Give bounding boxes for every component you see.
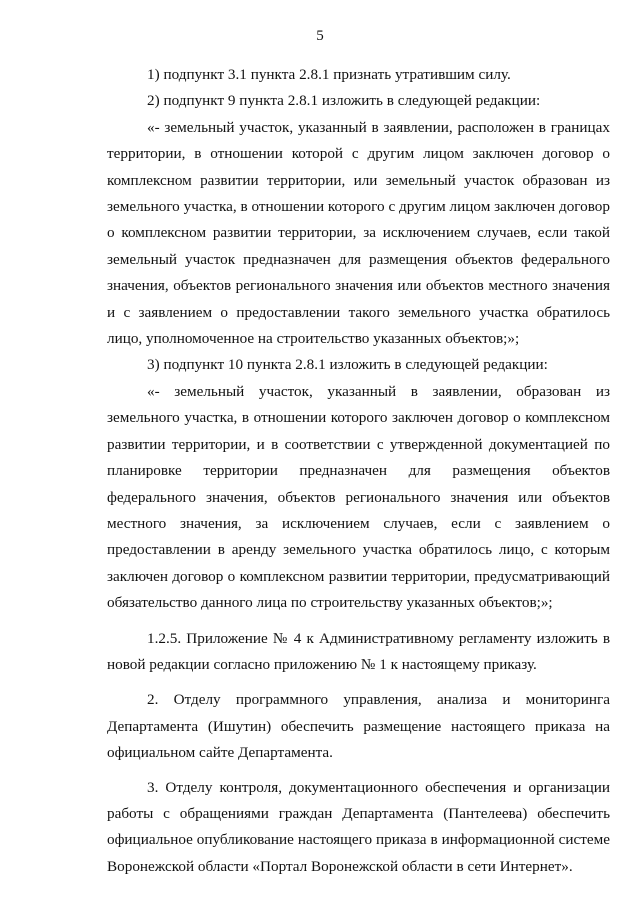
paragraph-1: 1) подпункт 3.1 пункта 2.8.1 признать утратившим силу. (147, 66, 511, 83)
document-body (107, 62, 610, 880)
paragraph-2: 2) подпункт 9 пункта 2.8.1 изложить в следующей редакции: (147, 92, 541, 110)
page-number: 5 (316, 28, 324, 44)
paragraph-6: 1.2.5. Приложение № 4 к Административному регламенту изложить в новой редакции согласно приложению № 1 к настоящему приказу. (107, 629, 610, 673)
paragraph-8: 3. Отделу контроля, документационного обеспечения и организации работы с обращениями граждан Департамента (Пантелеева) обеспечить официальное опубликование настоящего приказа в информационной системе Воронежской области «Портал Воронежской области в сети Интернет». (107, 778, 610, 875)
paragraph-3: «- земельный участок, указанный в заявлении, расположен в границах территории, в отношении которой с другим лицом заключен договор о комплексном развитии территории, или земельный участок образован из земельного участка, в отношении которого с другим лицом заключен договор о комплексном развитии территории, за исключением случаев, если такой земельный участок предназначен для размещения объектов федерального значения, объектов регионального значения или объектов местного значения и с заявлением о предоставлении такого земельного участка обратилось лицо, уполномоченное на строительство указанных объектов;»; (107, 118, 610, 348)
paragraph-4: 3) подпункт 10 пункта 2.8.1 изложить в следующей редакции: (147, 356, 548, 374)
paragraph-5: «- земельный участок, указанный в заявлении, образован из земельного участка, в отношении которого заключен договор о комплексном развитии территории, и в соответствии с утвержденной документацией по планировке территории предназначен для размещения объектов федерального значения, объектов регионального значения или объектов местного значения, за исключением случаев, если с заявлением о предоставлении в аренду земельного участка обратилось лицо, с которым заключен договор о комплексном развитии территории, предусматривающий обязательство данного лица по строительству указанных объектов;»; (107, 382, 610, 612)
paragraph-7: 2. Отделу программного управления, анализа и мониторинга Департамента (Ишутин) обеспечить размещение настоящего приказа на официальном сайте Департамента. (107, 691, 610, 762)
